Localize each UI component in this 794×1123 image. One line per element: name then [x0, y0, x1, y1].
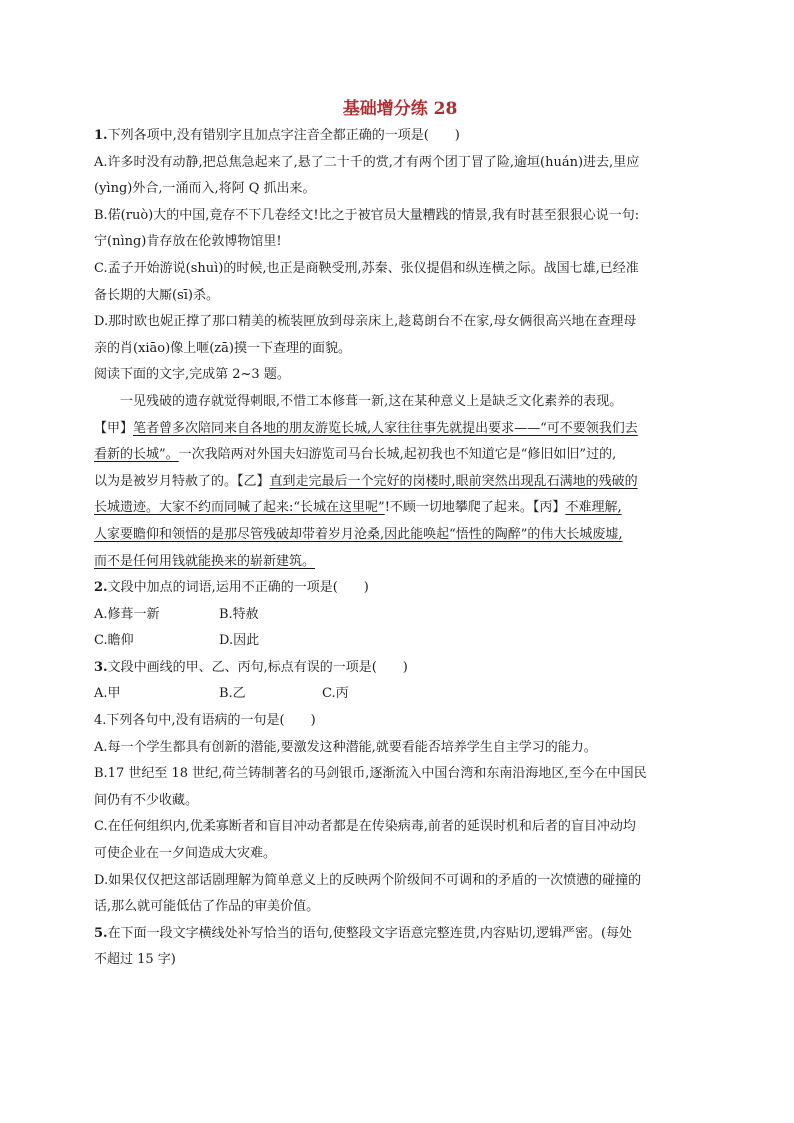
question-5-text-cont: 不超过 15 字)	[94, 952, 176, 968]
bing-sentence-cont: 人家要瞻仰和领悟的是那尽管残破却带着岁月沧桑,因此能唤起“悟性的陶醉”的伟大长城废墟,	[94, 526, 623, 542]
passage-line-3	[94, 442, 706, 469]
q1-option-b-line2: 宁(nìng)肯存放在伦敦博物馆里!	[94, 234, 282, 250]
q2-options-row-2	[94, 628, 706, 655]
q4-option-c-line1: C.在任何组织内,优柔寡断者和盲目冲动者都是在传染病毒,前者的延误时机和后者的盲目冲动均	[94, 819, 636, 835]
question-2-text: 文段中加点的词语,运用不正确的一项是( )	[107, 580, 369, 596]
q1-option-d-line2: 亲的肖(xiāo)像上咂(zā)摸一下查理的面貌。	[94, 340, 351, 356]
passage-text: !不顾一切地攀爬了起来。	[384, 500, 533, 516]
page-title: 基础增分练 28	[342, 99, 458, 119]
q1-option-c-line2: 备长期的大厮(sī)杀。	[94, 287, 219, 303]
q3-option-c: C.丙	[322, 686, 349, 702]
bing-sentence: 不难理解,	[565, 500, 622, 516]
q4-option-d-line1: D.如果仅仅把这部话剧理解为简单意义上的反映两个阶级间不可调和的矛盾的一次愤懑的碰撞的	[94, 872, 642, 888]
question-4-number: 4.	[94, 713, 107, 729]
bing-tag: 【丙】	[532, 500, 566, 516]
q3-option-a: A.甲	[94, 686, 121, 702]
passage-text: 一次我陪两对外国夫妇游览司马台长城,起初我也不知道它是“修旧如旧”过的,	[178, 447, 617, 463]
q2-option-a: A.修葺一新	[94, 606, 160, 622]
document-page	[94, 96, 706, 974]
question-5-stem	[94, 921, 706, 948]
reading-instruction: 阅读下面的文字,完成第 2~3 题。	[94, 367, 290, 383]
question-3-text: 文段中画线的甲、乙、丙句,标点有误的一项是( )	[107, 659, 408, 675]
q2-option-d: D.因此	[219, 633, 260, 649]
q2-options-row-1	[94, 602, 706, 629]
question-3-stem	[94, 655, 706, 682]
q1-option-a-line1: A.许多时没有动静,把总焦急起来了,悬了二十千的赏,才有两个团丁冒了险,逾垣(huán)进去,里应	[94, 154, 640, 170]
question-1-stem	[94, 123, 706, 150]
jia-tag: 【甲】	[94, 420, 134, 436]
yi-sentence-end: 长城遗迹。大家不约而同喊了起来:“长城在这里呢”	[94, 500, 385, 516]
question-5-number: 5.	[94, 925, 108, 941]
q2-option-c: C.瞻仰	[94, 633, 134, 649]
q4-option-b-line2: 间仍有不少收藏。	[94, 792, 199, 808]
yi-sentence: 直到走完最后一个完好的岗楼时,眼前突然出现乱石满地的残破的	[269, 473, 638, 489]
question-3-number: 3.	[94, 659, 108, 675]
q1-option-d-line1: D.那时欧也妮正撑了那口精美的梳装匣放到母亲床上,趁葛朗台不在家,母女俩很高兴地在查理母	[94, 314, 637, 330]
q1-option-c-line1: C.孟子开始游说(shuì)的时候,也正是商鞅受刑,苏秦、张仪提倡和纵连横之际。战国七雄,已经准	[94, 260, 639, 276]
q4-option-c-line2: 可使企业在一夕间造成大灾难。	[94, 846, 277, 862]
question-4-stem	[94, 708, 706, 735]
question-4-text: 下列各句中,没有语病的一句是( )	[106, 713, 316, 729]
passage-line-yi	[94, 469, 706, 496]
q4-option-a: A.每一个学生都具有创新的潜能,要激发这种潜能,就要看能否培养学生自主学习的能力。	[94, 739, 597, 755]
q2-option-b: B.特赦	[219, 606, 259, 622]
passage-paragraph-1: 一见残破的遗存就觉得刺眼,不惜工本修葺一新,这在某种意义上是缺乏文化素养的表现。	[120, 393, 623, 409]
passage-line-bing	[94, 495, 706, 522]
q4-option-d-line2: 话,那么就可能低估了作品的审美价值。	[94, 899, 320, 915]
bing-sentence-end: 而不是任何用钱就能换来的崭新建筑。	[94, 553, 316, 569]
passage-text: 以为是被岁月特赦了的。	[94, 473, 238, 489]
yi-tag: 【乙】	[237, 473, 270, 489]
q3-options-row	[94, 681, 706, 708]
jia-sentence: 笔者曾多次陪同来自各地的朋友游览长城,人家往往事先就提出要求——“可不要领我们去	[133, 420, 638, 436]
question-2-stem	[94, 575, 706, 602]
jia-sentence-end: 看新的长城”。	[94, 447, 179, 463]
question-5-text: 在下面一段文字横线处补写恰当的语句,使整段文字语意完整连贯,内容贴切,逻辑严密。(每处	[107, 925, 633, 941]
question-1-text: 下列各项中,没有错别字且加点字注音全都正确的一项是( )	[107, 128, 460, 143]
passage-line-jia	[94, 416, 706, 443]
question-1-number: 1.	[94, 128, 108, 143]
q4-option-b-line1: B.17 世纪至 18 世纪,荷兰铸制著名的马剑银币,逐渐流入中国台湾和东南沿海地区,至今在中国民	[94, 766, 647, 782]
q1-option-b-line1: B.偌(ruò)大的中国,竟存不下几卷经文!比之于被官员大量糟践的情景,我有时甚至狠狠心说一句:	[94, 207, 640, 223]
q3-option-b: B.乙	[219, 686, 246, 702]
question-2-number: 2.	[94, 580, 108, 596]
q1-option-a-line2: (yìng)外合,一涌而入,将阿 Q 抓出来。	[94, 181, 316, 197]
